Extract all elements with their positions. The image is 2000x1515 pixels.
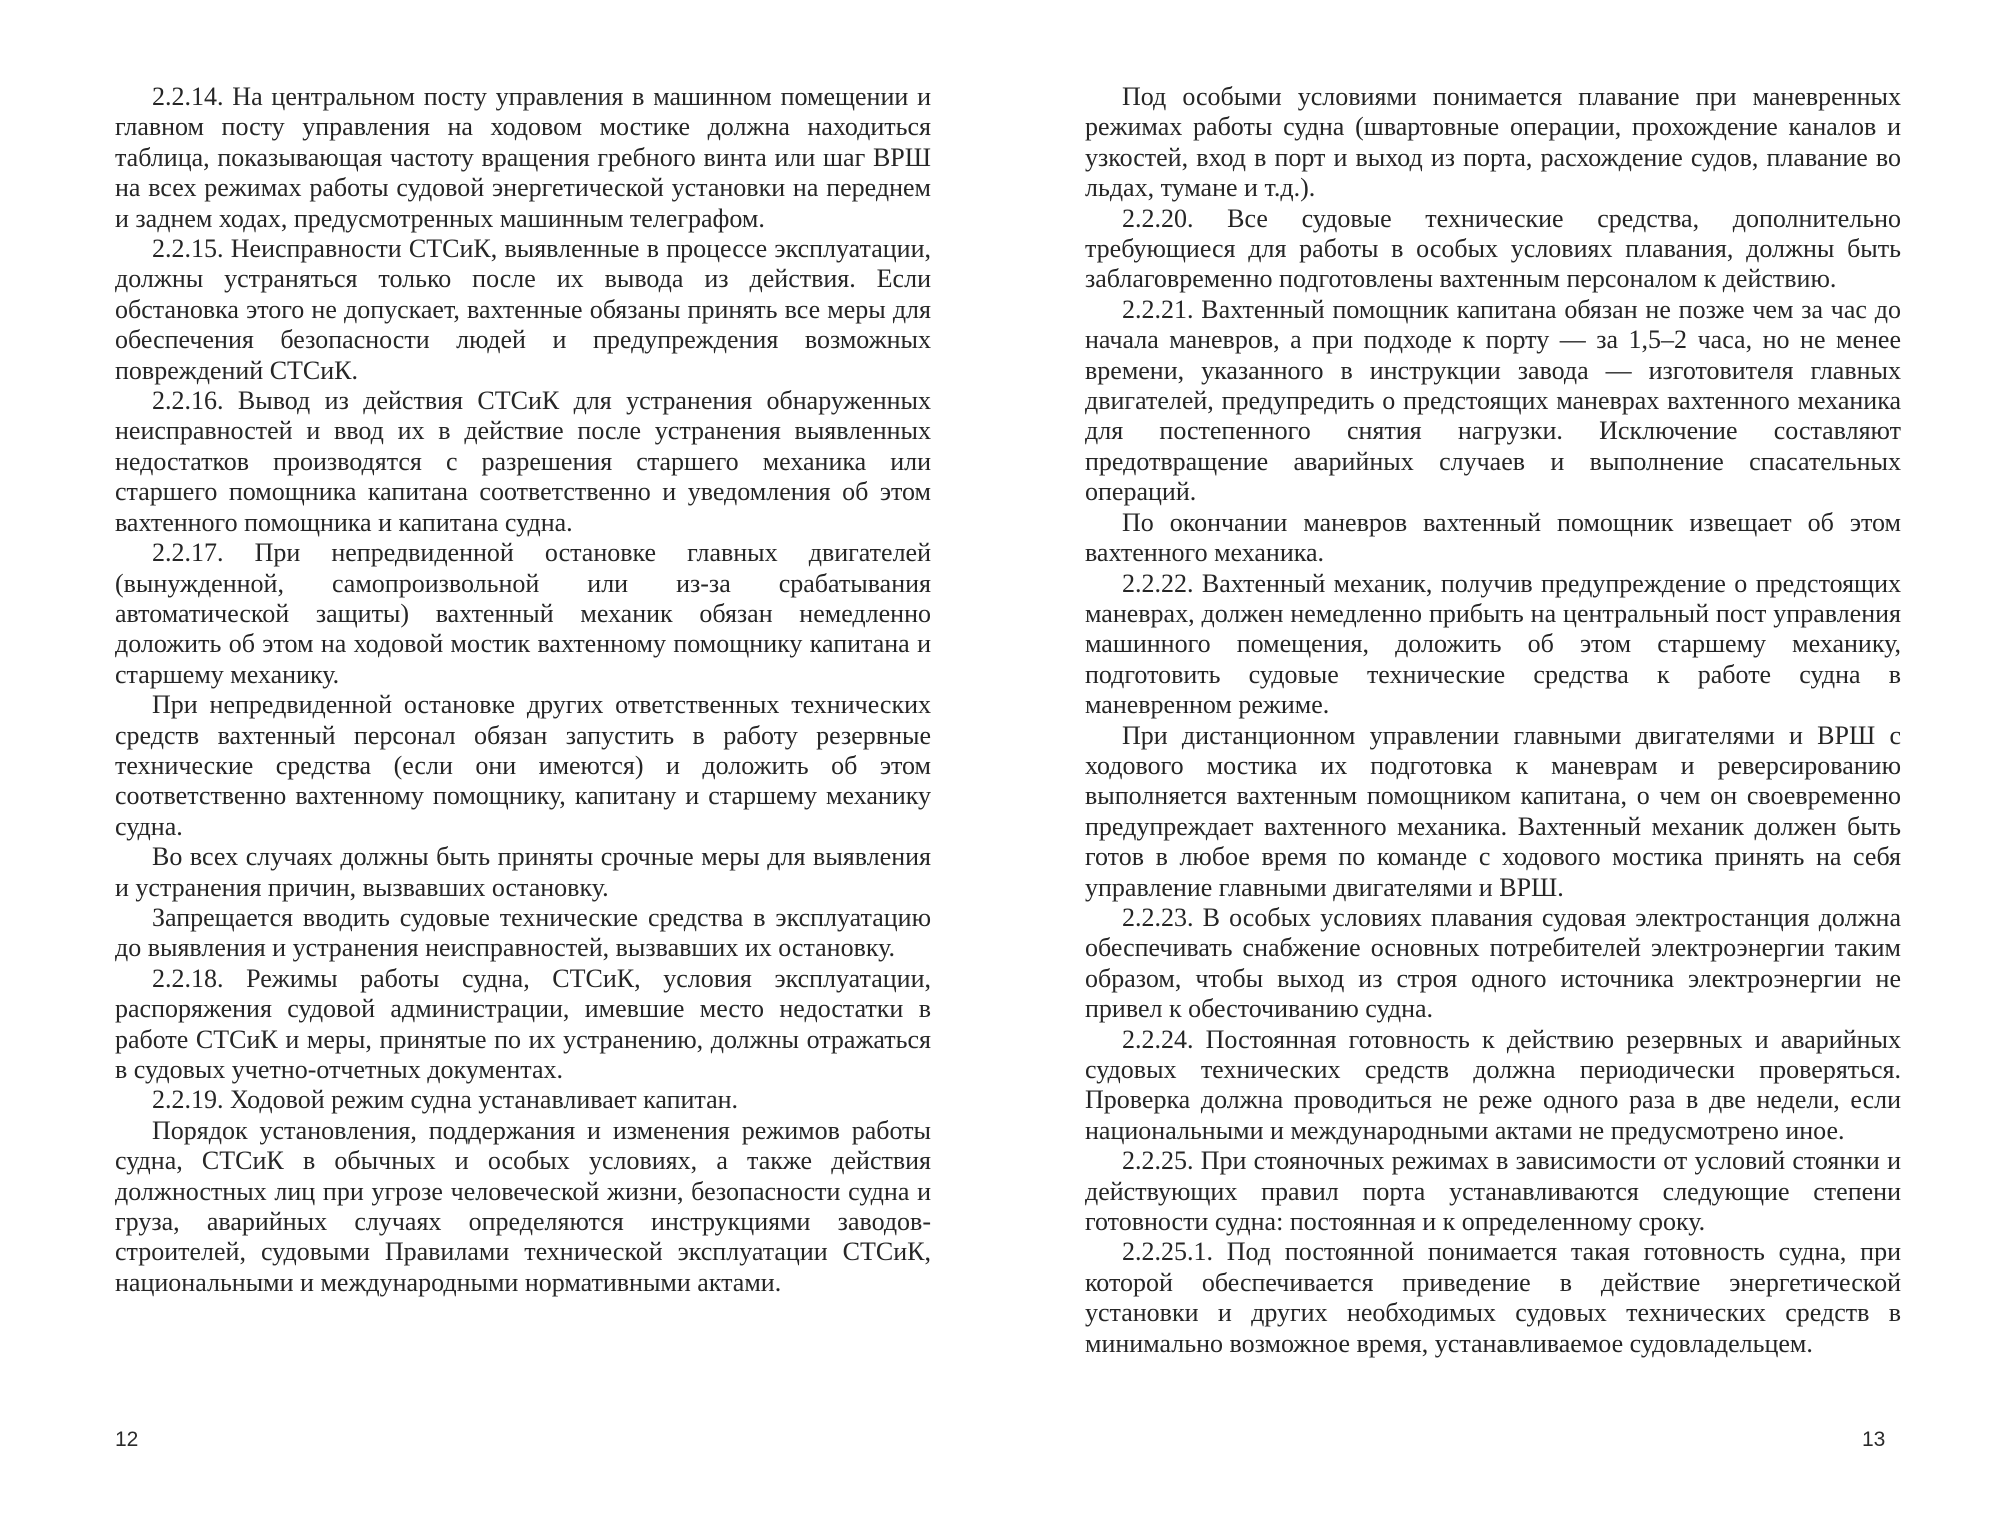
left-paragraph-8: 2.2.18. Режимы работы судна, СТСиК, условия эксплуатации, распоряжения судовой администрации, имевшие место недостатки в работе СТСиК и меры, принятые по их устранению, должны отражаться в судовых учетно-отчетных документах. [115,963,931,1084]
left-paragraph-2: 2.2.15. Неисправности СТСиК, выявленные в процессе эксплуатации, должны устраняться только после их вывода из действия. Если обстановка этого не допускает, вахтенные обязаны принять все меры для обеспечения безопасности людей и предупреждения возможных повреждений СТСиК. [115,234,931,385]
right-paragraph-9: 2.2.25. При стояночных режимах в зависимости от условий стоянки и действующих правил порта устанавливаются следующие степени готовности судна: постоянная и к определенному сроку. [1085,1146,1901,1237]
left-paragraph-7: Запрещается вводить судовые технические средства в эксплуатацию до выявления и устранения неисправностей, вызвавших их остановку. [115,902,931,963]
right-paragraph-5: 2.2.22. Вахтенный механик, получив предупреждение о предстоящих маневрах, должен немедленно прибыть на центральный пост управления машинного помещения, доложить об этом старшему механику, подготовить судовые технические средства к работе судна в маневренном режиме. [1085,568,1901,720]
right-paragraph-6: При дистанционном управлении главными двигателями и ВРШ с ходового мостика их подготовка к маневрам и реверсированию выполняется вахтенным помощником капитана, о чем он своевременно предупреждает вахтенного механика. Вахтенный механик должен быть готов в любое время по команде с ходового мостика принять на себя управление главными двигателями и ВРШ. [1085,720,1901,902]
left-paragraph-3: 2.2.16. Вывод из действия СТСиК для устранения обнаруженных неисправностей и ввод их в действие после устранения выявленных недостатков производятся с разрешения старшего механика или старшего помощника капитана соответственно и уведомления об этом вахтенного помощника и капитана судна. [115,386,931,537]
right-paragraph-4: По окончании маневров вахтенный помощник извещает об этом вахтенного механика. [1085,507,1901,568]
right-paragraph-2: 2.2.20. Все судовые технические средства, дополнительно требующиеся для работы в особых условиях плавания, должны быть заблаговременно подготовлены вахтенным персоналом к действию. [1085,203,1901,294]
left-paragraph-4: 2.2.17. При непредвиденной остановке главных двигателей (вынужденной, самопроизвольной или из-за срабатывания автоматической защиты) вахтенный механик обязан немедленно доложить об этом на ходовой мостик вахтенному помощнику капитана и старшему механику. [115,538,931,689]
left-paragraph-1: 2.2.14. На центральном посту управления в машинном помещении и главном посту управления на ходовом мостике должна находиться таблица, показывающая частоту вращения гребного винта или шаг ВРШ на всех режимах работы судовой энергетической установки на переднем и заднем ходах, предусмотренных машинным телеграфом. [115,82,931,233]
right-paragraph-7: 2.2.23. В особых условиях плавания судовая электростанция должна обеспечивать снабжение основных потребителей электроэнергии таким образом, чтобы выход из строя одного источника электроэнергии не привел к обесточиванию судна. [1085,902,1901,1024]
right-paragraph-1: Под особыми условиями понимается плавание при маневренных режимах работы судна (швартовные операции, прохождение каналов и узкостей, вход в порт и выход из порта, расхождение судов, плавание во льдах, тумане и т.д.). [1085,82,1901,203]
left-paragraph-6: Во всех случаях должны быть приняты срочные меры для выявления и устранения причин, вызвавших остановку. [115,842,931,902]
left-page-number: 12 [115,1428,139,1451]
right-page [1085,82,1901,1359]
right-page-number: 13 [1862,1428,1886,1451]
left-paragraph-5: При непредвиденной остановке других ответственных технических средств вахтенный персонал обязан запустить в работу резервные технические средства (если они имеются) и доложить об этом соответственно вахтенному помощнику, капитану и старшему механику судна. [115,690,931,841]
left-page [115,82,931,1298]
right-paragraph-3: 2.2.21. Вахтенный помощник капитана обязан не позже чем за час до начала маневров, а при подходе к порту — за 1,5–2 часа, но не менее времени, указанного в инструкции завода — изготовителя главных двигателей, предупредить о предстоящих маневрах вахтенного механика для постепенного снятия нагрузки. Исключение составляют предотвращение аварийных случаев и выполнение спасательных операций. [1085,294,1901,507]
right-paragraph-10: 2.2.25.1. Под постоянной понимается такая готовность судна, при которой обеспечивается приведение в действие энергетической установки и других необходимых судовых технических средств в минимально возможное время, устанавливаемое судовладельцем. [1085,1237,1901,1358]
left-paragraph-9: 2.2.19. Ходовой режим судна устанавливает капитан. [152,1085,739,1115]
left-paragraph-10: Порядок установления, поддержания и изменения режимов работы судна, СТСиК в обычных и особых условиях, а также действия должностных лиц при угрозе человеческой жизни, безопасности судна и груза, аварийных случаях определяются инструкциями заводов-строителей, судовыми Правилами технической эксплуатации СТСиК, национальными и международными нормативными актами. [115,1115,931,1297]
right-paragraph-8: 2.2.24. Постоянная готовность к действию резервных и аварийных судовых технических средств должна периодически проверяться. Проверка должна проводиться не реже одного раза в две недели, если национальными и международными актами не предусмотрено иное. [1085,1024,1901,1145]
